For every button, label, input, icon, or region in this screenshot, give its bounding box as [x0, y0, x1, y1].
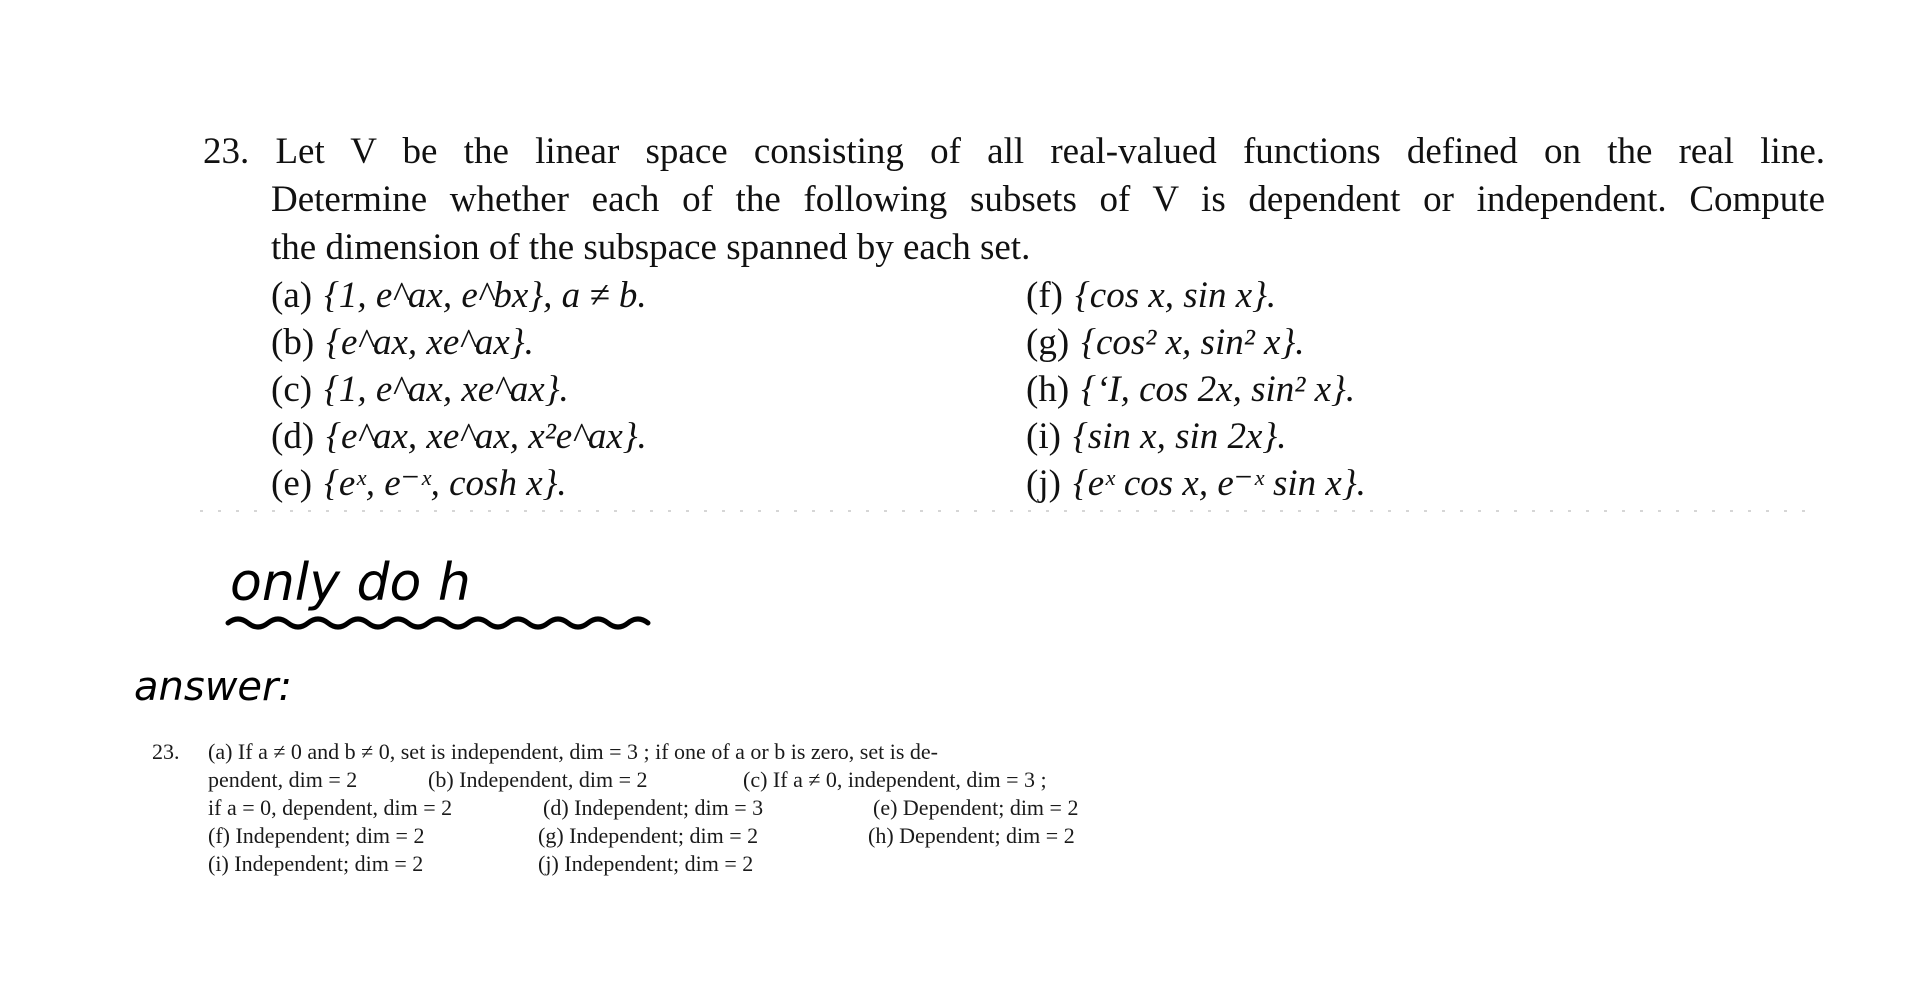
- answer-text: (e) Dependent; dim = 2: [873, 795, 1079, 820]
- answer-text: (b) Independent, dim = 2: [428, 767, 648, 792]
- part-row: [271, 460, 1471, 507]
- part-label: (f): [1026, 275, 1063, 316]
- problem-line-1: [203, 128, 1825, 176]
- part-label: (a): [271, 275, 313, 316]
- answer-line: [208, 738, 1148, 766]
- problem-line-3: the dimension of the subspace spanned by each set.: [271, 227, 1031, 268]
- part-f: [1026, 272, 1276, 319]
- answer-line: [208, 766, 1148, 794]
- answer-number: 23.: [152, 739, 180, 764]
- part-expression: {1, e^ax, e^bx}, a ≠ b.: [324, 275, 647, 316]
- part-label: (h): [1026, 369, 1070, 410]
- problem-text-1: Let V be the linear space consisting of all real-valued functions defined on the real line.: [275, 131, 1825, 172]
- part-label: (c): [271, 369, 313, 410]
- part-row: [271, 272, 1471, 319]
- part-expression: {cos x, sin x}.: [1074, 275, 1277, 316]
- problem-statement: [203, 128, 1825, 272]
- part-g: [1026, 319, 1305, 366]
- part-expression: {‘I, cos 2x, sin² x}.: [1081, 369, 1356, 410]
- part-row: [271, 319, 1471, 366]
- problem-number: 23.: [203, 131, 250, 172]
- answer-line: [208, 850, 1148, 878]
- part-label: (d): [271, 416, 315, 457]
- part-label: (e): [271, 463, 313, 504]
- part-row: [271, 413, 1471, 460]
- answer-text: (c) If a ≠ 0, independent, dim = 3 ;: [743, 767, 1047, 792]
- parts-list: [271, 272, 1471, 507]
- part-label: (b): [271, 322, 315, 363]
- answer-text: (g) Independent; dim = 2: [538, 823, 759, 848]
- answer-text: (f) Independent; dim = 2: [208, 823, 425, 848]
- answer-text: (i) Independent; dim = 2: [208, 851, 424, 876]
- part-e: [271, 460, 567, 507]
- part-expression: {sin x, sin 2x}.: [1072, 416, 1287, 457]
- answer-text: (j) Independent; dim = 2: [538, 851, 754, 876]
- part-expression: {eˣ cos x, e⁻ˣ sin x}.: [1072, 463, 1366, 504]
- answer-lines: [208, 738, 1148, 878]
- part-expression: {e^ax, xe^ax, x²e^ax}.: [326, 416, 647, 457]
- crop-edge-artifact: [200, 510, 1820, 512]
- answer-text: if a = 0, dependent, dim = 2: [208, 795, 453, 820]
- squiggle-underline: [228, 619, 648, 627]
- part-j: [1026, 460, 1366, 507]
- handwritten-answer-label: answer:: [134, 664, 292, 710]
- answer-line: [208, 822, 1148, 850]
- handwritten-note: only do h: [230, 553, 471, 613]
- part-c: [271, 366, 569, 413]
- part-label: (j): [1026, 463, 1061, 504]
- part-b: [271, 319, 534, 366]
- problem-line-2: Determine whether each of the following subsets of V is dependent or independent. Compute: [271, 179, 1825, 220]
- part-expression: {cos² x, sin² x}.: [1081, 322, 1305, 363]
- part-label: (g): [1026, 322, 1070, 363]
- part-i: [1026, 413, 1286, 460]
- answer-text: (h) Dependent; dim = 2: [868, 823, 1075, 848]
- part-d: [271, 413, 647, 460]
- answer-text: (a) If a ≠ 0 and b ≠ 0, set is independent, dim = 3 ; if one of a or b is zero, set is de-: [208, 739, 938, 764]
- part-expression: {eˣ, e⁻ˣ, cosh x}.: [324, 463, 567, 504]
- answer-text: pendent, dim = 2: [208, 767, 358, 792]
- answer-text: (d) Independent; dim = 3: [543, 795, 764, 820]
- part-label: (i): [1026, 416, 1061, 457]
- part-expression: {1, e^ax, xe^ax}.: [324, 369, 569, 410]
- part-row: [271, 366, 1471, 413]
- part-a: [271, 272, 647, 319]
- part-expression: {e^ax, xe^ax}.: [326, 322, 534, 363]
- answer-line: [208, 794, 1148, 822]
- part-h: [1026, 366, 1355, 413]
